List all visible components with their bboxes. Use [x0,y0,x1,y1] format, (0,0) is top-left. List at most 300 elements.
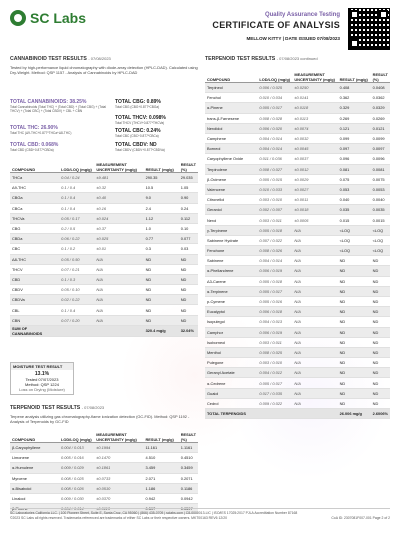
table-cell: ±0.37 [94,223,143,233]
table-row [10,274,198,284]
table-row [205,83,390,93]
table-row [10,473,198,483]
table-cell: N/A [292,337,337,347]
terpenoid-table-left [10,426,198,514]
terpenoid-section-left [10,405,198,424]
table-cell: N/A [292,347,337,357]
table-cell: ND [338,317,371,327]
compound-name: β-Caryophyllene [10,443,59,453]
table-row [10,285,198,295]
table-cell: 1.12 [144,213,179,223]
table-row [10,223,198,233]
table-cell: ±0.0011 [292,195,337,205]
compound-name: CBGa [10,193,59,203]
table-cell: 0.02 / 0.22 [59,295,94,305]
total-cell [94,325,143,336]
table-cell: 0.0942 [179,493,198,503]
table-cell: 0.07 / 0.21 [59,264,94,274]
table-cell: ±0.0037 [292,154,337,164]
potency-total-cannabinoids: TOTAL CANNABINOIDS: 38.25% Total Cannabinoids (Total THC) + (Total CBD) + (Total CBG) + (Total THCV) + (Total CBC) + (Total CBDV) + CBL + CBN [10,99,107,113]
table-row [10,234,198,244]
table-cell: 0.008 / 0.027 [257,164,292,174]
compound-name: CBN [10,315,59,325]
table-cell: 0.004 / 0.014 [59,504,94,514]
table-cell: 0.1 / 0.4 [59,193,94,203]
table-cell: <LOQ [338,225,371,235]
table-cell: 0.005 / 0.017 [257,103,292,113]
table-row [10,173,198,183]
table-row [205,317,390,327]
sc-labs-logo-icon [10,10,26,26]
compound-name: Isoborneol [205,337,257,347]
compound-name: Camphene [205,133,257,143]
table-cell: 3.459 [144,463,179,473]
table-cell: 0.597 [144,504,179,514]
table-cell: 0.017 / 0.035 [257,388,292,398]
terpenoid-title: TERPENOID TEST RESULTS - 07/08/2023 [10,405,105,411]
compound-name: Valencene [205,184,257,194]
table-row [205,368,390,378]
potency-total-cbc: TOTAL CBC: 0.24% Total CBC (CBC+0.877*CBCa) [115,128,161,138]
moisture-method: Method: QSP 1224 [25,382,59,387]
table-cell: N/A [292,317,337,327]
compound-name: α-Terpinene [205,286,257,296]
compound-name: Caryophyllene Oxide [205,154,257,164]
compound-name: Myrcene [10,473,59,483]
terpenoid-description: Terpene analysis utilizing gas chromatography-flame ionization detection (GC-FID). Method: QSP 1192 - Analysis of Terpenoids by GC-FID [10,414,190,424]
table-cell: ND [144,305,179,315]
table-cell: 0.05 / 0.17 [59,213,94,223]
table-cell: 0.1 / 0.4 [59,183,94,193]
table-row [205,93,390,103]
terpenoid-section-right [205,56,390,62]
table-cell: ND [179,285,198,295]
table-row [205,296,390,306]
table-cell: 0.015 [338,215,371,225]
table-row [10,463,198,473]
table-cell: ND [144,274,179,284]
table-cell: 0.096 [338,154,371,164]
table-cell: ND [179,254,198,264]
table-total-row [205,409,390,419]
table-row [205,235,390,245]
cannabinoid-section [10,56,198,75]
table-cell: 0.3 [144,244,179,254]
table-row [205,195,390,205]
table-cell: ±0.0027 [292,184,337,194]
col-header: RESULT (%) [371,66,390,83]
table-cell: 0.0597 [179,504,198,514]
table-cell: 0.362 [338,93,371,103]
table-cell: 0.035 [338,205,371,215]
table-cell: 0.77 [144,234,179,244]
moisture-title: MOISTURE TEST RESULT [11,363,73,370]
potency-total-thcv: TOTAL THCV: 0.098% Total THCV (THCV+0.877*THCVa) [115,115,166,125]
table-cell: ±0.1861 [94,463,143,473]
table-cell: 0.005 / 0.018 [257,225,292,235]
table-cell: <LOQ [338,246,371,256]
moisture-note: Loss on Drying (Moisture) [19,387,65,392]
table-cell: ND [338,378,371,388]
table-row [205,266,390,276]
table-cell: 0.942 [144,493,179,503]
compound-name: CBDV [10,285,59,295]
table-cell: N/A [292,296,337,306]
table-cell: 0.008 / 0.026 [257,246,292,256]
table-cell: ±0.1470 [94,453,143,463]
table-cell: N/A [292,225,337,235]
table-row [10,493,198,503]
table-cell: ND [338,398,371,408]
footer-address: SC Laboratories California LLC. | 100 Pioneer Street, Suite E, Santa Cruz, CA 95060 | (866) 435-0709 | sclabs.com | C8-0000013-LIC | ISO/IES 17025:2017 PJLA Accreditation Number 87168 [10,511,298,515]
table-cell: N/A [292,266,337,276]
col-header: RESULT (mg/g) [338,66,371,83]
table-row [10,213,198,223]
cannabinoid-description: Tested by high-performance liquid chromatography with diode-array detection (HPLC-DAD). Calculated using Dry-Weight. Method: QSP 1157 - Analysis of Cannabinoids by HPLC-DAD [10,65,198,75]
table-cell: 0.011 / 0.036 [257,154,292,164]
table-cell: ND [371,368,390,378]
col-header: LOD/LOQ (mg/g) [257,66,292,83]
table-cell: 0.097 [338,144,371,154]
table-cell: 0.007 / 0.022 [257,235,292,245]
compound-name: CBD [10,274,59,284]
col-header: RESULT (mg/g) [144,156,179,173]
table-cell: ±0.0118 [292,103,337,113]
table-cell: 0.408 [338,83,371,93]
table-cell: ±0.0510 [94,483,143,493]
table-header-row [10,426,198,443]
table-cell: ND [179,264,198,274]
moisture-value: 13.1% [34,371,50,377]
table-cell: 10.5 [144,183,179,193]
col-header: LOD/LOQ (mg/g) [59,426,94,443]
table-cell: 0.0329 [371,103,390,113]
table-cell: 0.269 [338,113,371,123]
table-cell: ND [371,347,390,357]
compound-name: Sabinene Hydrate [205,235,257,245]
table-cell: 1.186 [144,483,179,493]
table-cell: ND [371,358,390,368]
table-row [10,183,198,193]
table-cell: 0.002 / 0.007 [257,205,292,215]
table-cell: 0.0408 [371,83,390,93]
compound-name: p-Cymene [205,296,257,306]
table-cell: 1.1161 [179,443,198,453]
table-cell: 1.05 [179,183,198,193]
table-cell: 0.006 / 0.019 [257,266,292,276]
brand-name: SC Labs [30,10,87,26]
table-row [10,483,198,493]
table-cell: 0.07 / 0.20 [59,315,94,325]
table-cell: 0.1 / 0.4 [59,305,94,315]
brand-logo [10,10,86,26]
table-cell: ND [371,276,390,286]
table-row [205,133,390,143]
compound-name: Isopulegol [205,317,257,327]
cannabinoid-table [10,156,198,337]
table-cell: ±0.0113 [292,113,337,123]
table-cell: 0.4510 [179,453,198,463]
table-row [10,315,198,325]
table-cell: ND [338,256,371,266]
footer-copyright: ©2023 SC Labs all rights reserved. Trademarks referenced are trademarks of either SC Labs or their respective owners. MKT00163 REV6 12/20 [10,516,227,520]
table-cell: 0.004 / 0.013 [59,443,94,453]
table-row [205,358,390,368]
compound-name: Linalool [10,493,59,503]
compound-name: α-Pinene [205,103,257,113]
table-row [10,443,198,453]
table-cell: 0.005 / 0.016 [257,296,292,306]
table-cell: ±0.0141 [292,93,337,103]
terpenoid-table-right [205,66,390,419]
compound-name: β-Pinene [10,504,59,514]
table-cell: 0.003 / 0.010 [257,358,292,368]
table-row [205,103,390,113]
col-header: MEASUREMENT UNCERTAINTY (mg/g) [292,66,337,83]
table-cell: N/A [292,246,337,256]
moisture-tested-date: Tested 07/07/2023 [25,377,59,382]
table-cell: N/A [292,327,337,337]
col-header: RESULT (%) [179,156,198,173]
table-row [205,388,390,398]
compound-name: trans-β-Farnesene [205,113,257,123]
table-cell: ND [338,296,371,306]
table-header-row [205,66,390,83]
table-cell: ND [338,266,371,276]
table-row [205,144,390,154]
table-cell: ND [371,398,390,408]
table-cell: ND [144,254,179,264]
table-cell: ±0.0250 [292,83,337,93]
table-row [205,246,390,256]
table-cell: ±0.0029 [292,174,337,184]
table-row [205,174,390,184]
table-cell: 0.004 / 0.012 [257,368,292,378]
table-row [205,225,390,235]
table-cell: 0.121 [338,123,371,133]
table-cell: N/A [94,315,143,325]
table-cell: ±0.0012 [292,164,337,174]
moisture-result-box [10,362,74,395]
table-cell: 0.04 / 0.24 [59,173,94,183]
compound-name: Camphor [205,327,257,337]
table-cell: 9.0 [144,193,179,203]
table-cell: N/A [94,305,143,315]
table-cell: 0.0099 [371,133,390,143]
table-cell: ND [371,286,390,296]
table-cell: ±0.0733 [94,473,143,483]
table-row [10,203,198,213]
table-cell: ±0.16 [94,203,143,213]
table-cell: 0.24 [179,203,198,213]
table-row [205,307,390,317]
col-header: COMPOUND [10,156,59,173]
compound-name: α-Phellandrene [205,266,257,276]
table-cell: 0.006 / 0.020 [257,123,292,133]
footer [10,508,390,521]
compound-name: CBDa [10,234,59,244]
compound-name: Nerolidol [205,123,257,133]
compound-name: Borneol [205,144,257,154]
table-cell: ND [371,378,390,388]
table-row [10,264,198,274]
compound-name: CBL [10,305,59,315]
table-cell: ±0.0074 [292,123,337,133]
table-cell: 0.081 [338,164,371,174]
table-cell: <LOQ [338,235,371,245]
table-cell: 0.003 / 0.011 [257,337,292,347]
table-cell: 0.005 / 0.017 [257,378,292,388]
table-cell: 0.90 [179,193,198,203]
table-cell: ND [179,295,198,305]
table-cell: 0.1 / 0.4 [59,203,94,213]
table-cell: ND [371,327,390,337]
compound-name: Guaiol [205,388,257,398]
compound-name: Geranyl Acetate [205,368,257,378]
table-cell: ±0.0113 [94,504,143,514]
table-cell: ND [179,305,198,315]
compound-name: Pulegone [205,358,257,368]
table-cell: ±9.481 [94,173,143,183]
table-cell: N/A [94,295,143,305]
table-cell: ND [338,286,371,296]
table-cell: 0.008 / 0.025 [257,347,292,357]
compound-name: Geraniol [205,205,257,215]
total-cell [59,325,94,336]
table-cell: ND [371,256,390,266]
compound-name: CBC [10,244,59,254]
table-cell: <LOQ [371,225,390,235]
total-cell: 32.04% [179,325,198,336]
compound-name: γ-Terpinene [205,225,257,235]
table-cell: N/A [292,368,337,378]
table-cell: 0.0096 [371,154,390,164]
table-cell: ND [371,388,390,398]
table-cell: ND [371,307,390,317]
potency-total-thc: TOTAL THC: 26.90% Total THC (Δ9-THC+0.877*THCa+Δ8-THC) [10,125,72,135]
compound-name: CBCa [10,203,59,213]
table-cell: N/A [292,256,337,266]
table-cell: N/A [292,276,337,286]
table-cell: 0.008 / 0.025 [59,473,94,483]
table-row [10,453,198,463]
table-row [205,378,390,388]
table-cell: 0.0362 [371,93,390,103]
table-cell: 0.004 / 0.013 [257,317,292,327]
compound-name: Δ3-Carene [205,276,257,286]
compound-name: Fenchone [205,246,257,256]
table-cell: ±0.024 [94,213,143,223]
table-cell: N/A [94,285,143,295]
table-row [10,254,198,264]
cannabinoid-title: CANNABINOID TEST RESULTS - 07/08/2023 [10,56,111,62]
table-cell: ND [338,347,371,357]
qa-heading: Quality Assurance Testing [264,12,340,18]
table-cell: 0.0097 [371,144,390,154]
table-total-row [10,325,198,336]
table-cell: N/A [292,307,337,317]
table-cell: N/A [292,358,337,368]
table-cell: N/A [292,388,337,398]
table-cell: ND [144,264,179,274]
table-cell: ND [179,274,198,284]
table-cell: 0.053 [338,184,371,194]
compound-name: THCV [10,264,59,274]
table-cell: 29.035 [179,173,198,183]
table-cell: 0.003 / 0.010 [257,195,292,205]
table-cell: 0.3459 [179,463,198,473]
table-cell: ND [179,315,198,325]
table-row [205,184,390,194]
compound-name: Terpineol [205,83,257,93]
table-cell: 0.009 / 0.022 [257,398,292,408]
table-cell: 2.071 [144,473,179,483]
table-cell: 1.0 [144,223,179,233]
table-cell: 0.009 / 0.030 [59,493,94,503]
table-cell: ±0.0018 [292,205,337,215]
table-cell: ±0.1994 [94,443,143,453]
table-cell: 0.10 [179,223,198,233]
total-cell [292,409,337,419]
table-cell: 0.329 [338,103,371,113]
table-cell: 11.161 [144,443,179,453]
table-cell: 0.0015 [371,215,390,225]
table-cell: N/A [292,378,337,388]
table-cell: N/A [94,254,143,264]
table-cell: 0.0075 [371,174,390,184]
compound-name: Citronellol [205,195,257,205]
table-cell: ND [371,337,390,347]
col-header: COMPOUND [10,426,59,443]
compound-name: THCVa [10,213,59,223]
table-cell: 0.0121 [371,123,390,133]
col-header: RESULT (mg/g) [144,426,179,443]
table-cell: ND [371,266,390,276]
table-cell: 0.006 / 0.018 [257,307,292,317]
table-cell: ±0.01 [94,244,143,254]
table-cell: ND [371,296,390,306]
table-cell: N/A [292,398,337,408]
table-row [205,205,390,215]
table-row [205,215,390,225]
table-cell: 0.05 / 0.50 [59,254,94,264]
coa-id: CoA ID: 2307081F007-001 Page 2 of 2 [331,516,390,520]
table-cell: 0.0269 [371,113,390,123]
table-row [205,276,390,286]
potency-total-cbd: TOTAL CBD: 0.068% Total CBD (CBD+0.877*CBDa) [10,142,59,152]
total-cell: SUM OF CANNABINOIDS [10,325,59,336]
total-cell: 26.006 mg/g [338,409,371,419]
table-cell: 0.2071 [179,473,198,483]
table-row [205,113,390,123]
table-cell: 0.005 / 0.018 [257,276,292,286]
sample-meta: MELLOW KITTY | DATE ISSUED 07/08/2023 [246,36,340,41]
table-cell: 0.040 [338,195,371,205]
compound-name: Nerol [205,215,257,225]
table-cell: 0.006 / 0.025 [257,83,292,93]
table-row [205,398,390,408]
table-row [205,123,390,133]
table-cell: ±0.025 [94,234,143,244]
table-row [205,286,390,296]
table-row [10,244,198,254]
table-cell: 0.008 / 0.028 [257,113,292,123]
total-cell [257,409,292,419]
table-cell: N/A [292,235,337,245]
table-cell: 0.0040 [371,195,390,205]
compound-name: α-Humulene [10,463,59,473]
compound-name: Eucalyptol [205,307,257,317]
